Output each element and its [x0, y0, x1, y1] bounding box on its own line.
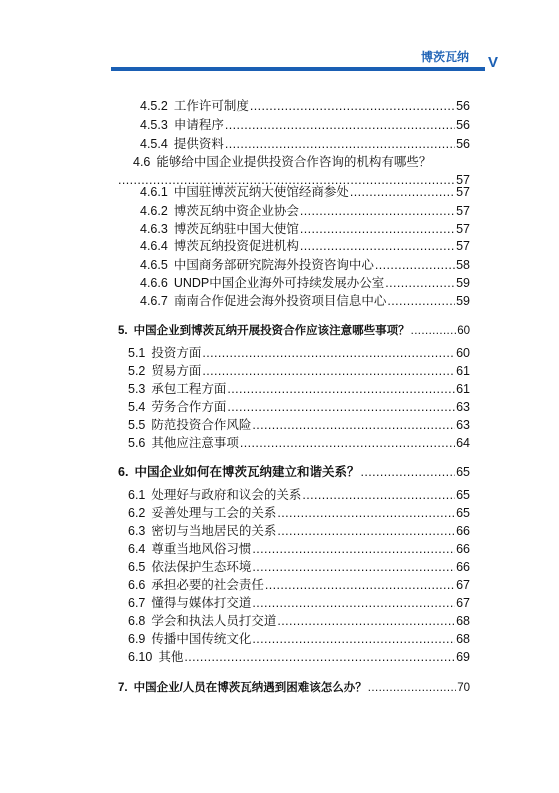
toc-title: 尊重当地风俗习惯: [151, 542, 252, 556]
toc-leader: [225, 137, 455, 152]
toc-entry-6-2[interactable]: [128, 506, 470, 521]
toc-page: 65: [456, 488, 470, 502]
toc-number: 5.3: [128, 382, 146, 396]
toc-entry-4-6-1[interactable]: [140, 185, 470, 200]
toc-page: 65: [456, 506, 470, 520]
toc-page: 68: [456, 632, 470, 646]
toc-leader: [227, 382, 455, 397]
toc-page: 69: [456, 650, 470, 664]
toc-leader: [360, 465, 455, 480]
toc-number: 7.: [118, 682, 128, 694]
toc-page: 57: [456, 204, 470, 218]
toc-entry-4-6-3[interactable]: [140, 222, 470, 237]
toc-entry-4-6[interactable]: [133, 155, 473, 170]
toc-number: 4.6: [133, 155, 151, 169]
toc-page: 63: [456, 400, 470, 414]
toc-entry-4-6-6[interactable]: [140, 276, 470, 291]
toc-entry-6-7[interactable]: [128, 596, 470, 611]
toc-number: 4.5.2: [140, 99, 168, 113]
toc-page: 65: [456, 465, 470, 479]
toc-chapter-6[interactable]: [118, 465, 470, 480]
toc-page: 66: [456, 542, 470, 556]
toc-page: 57: [456, 222, 470, 236]
toc-title: 中国企业/人员在博茨瓦纳遇到困难该怎么办？: [133, 682, 367, 694]
toc-entry-5-3[interactable]: [128, 382, 470, 397]
toc-page: 67: [456, 578, 470, 592]
toc-entry-6-6[interactable]: [128, 578, 470, 593]
toc-chapter-7[interactable]: [118, 681, 470, 696]
toc-leader: [302, 488, 455, 503]
toc-leader: [250, 99, 455, 114]
toc-title: UNDP中国企业海外可持续发展办公室: [173, 276, 385, 290]
toc-leader: [277, 506, 455, 521]
toc-title: 提供资料: [173, 137, 224, 151]
toc-page: 56: [456, 118, 470, 132]
toc-title: 博茨瓦纳投资促进机构: [173, 239, 299, 253]
toc-entry-5-5[interactable]: [128, 418, 470, 433]
toc-page: 63: [456, 418, 470, 432]
toc-page: 67: [456, 596, 470, 610]
toc-entry-6-4[interactable]: [128, 542, 470, 557]
toc-leader: [300, 222, 455, 237]
toc-title: 承包工程方面: [151, 382, 227, 396]
toc-title: 申请程序: [173, 118, 224, 132]
toc-number: 6.1: [128, 488, 146, 502]
toc-entry-4-5-2[interactable]: [140, 99, 470, 114]
toc-number: 6.3: [128, 524, 146, 538]
toc-entry-4-5-4[interactable]: [140, 137, 470, 152]
toc-number: 4.6.4: [140, 239, 168, 253]
toc-page: 66: [456, 560, 470, 574]
toc-entry-5-4[interactable]: [128, 400, 470, 415]
toc-title: 劳务合作方面: [151, 400, 227, 414]
toc-number: 4.5.3: [140, 118, 168, 132]
toc-entry-6-5[interactable]: [128, 560, 470, 575]
toc-entry-6-10[interactable]: [128, 650, 470, 665]
toc-leader: [375, 258, 455, 273]
toc-page: 59: [456, 276, 470, 290]
toc-number: 6.: [118, 465, 129, 479]
toc-leader: [300, 204, 455, 219]
toc-leader: [252, 596, 455, 611]
toc-leader: [300, 239, 455, 254]
toc-page: 57: [456, 173, 470, 187]
toc-entry-6-8[interactable]: [128, 614, 470, 629]
toc-leader: [277, 614, 455, 629]
toc-leader: [411, 324, 457, 339]
toc-leader: [252, 418, 455, 433]
toc-chapter-5[interactable]: [118, 324, 470, 339]
toc-leader: [387, 294, 455, 309]
toc-number: 4.6.6: [140, 276, 168, 290]
toc-page: 60: [457, 325, 470, 337]
toc-page: 61: [456, 382, 470, 396]
toc-leader: [202, 364, 455, 379]
toc-leader: [240, 436, 455, 451]
toc-number: 4.6.2: [140, 204, 168, 218]
toc-title: 投资方面: [151, 346, 202, 360]
toc-entry-4-5-3[interactable]: [140, 118, 470, 133]
toc-leader: [350, 185, 455, 200]
toc-page: 56: [456, 99, 470, 113]
toc-page: 57: [456, 185, 470, 199]
toc-title: 博茨瓦纳驻中国大使馆: [173, 222, 299, 236]
toc-title: 工作许可制度: [173, 99, 249, 113]
toc-leader: [368, 681, 456, 696]
toc-page: 60: [456, 346, 470, 360]
toc-number: 6.5: [128, 560, 146, 574]
header-title: 博茨瓦纳: [421, 50, 470, 64]
toc-number: 5.2: [128, 364, 146, 378]
toc-title: 懂得与媒体打交道: [151, 596, 252, 610]
toc-number: 6.7: [128, 596, 146, 610]
toc-leader: [184, 650, 455, 665]
toc-page: 57: [456, 239, 470, 253]
toc-entry-5-6[interactable]: [128, 436, 470, 451]
toc-number: 5.6: [128, 436, 146, 450]
toc-title: 能够给中国企业提供投资合作咨询的机构有哪些？: [156, 155, 432, 169]
toc-number: 6.8: [128, 614, 146, 628]
toc-entry-5-1[interactable]: [128, 346, 470, 361]
toc-number: 4.6.3: [140, 222, 168, 236]
toc-title: 防范投资合作风险: [151, 418, 252, 432]
toc-number: 6.10: [128, 650, 153, 664]
toc-leader: [252, 542, 455, 557]
toc-title: 传播中国传统文化: [151, 632, 252, 646]
toc-entry-5-2[interactable]: [128, 364, 470, 379]
toc-title: 博茨瓦纳中资企业协会: [173, 204, 299, 218]
toc-leader: [252, 560, 455, 575]
toc-title: 中国商务部研究院海外投资咨询中心: [173, 258, 374, 272]
toc-entry-6-3[interactable]: [128, 524, 470, 539]
toc-entry-4-6-7[interactable]: [140, 294, 470, 309]
toc-leader: [225, 118, 455, 133]
toc-title: 学会和执法人员打交道: [151, 614, 277, 628]
toc-page: 59: [456, 294, 470, 308]
header-rule: [111, 67, 485, 71]
toc-page: 70: [457, 682, 470, 694]
toc-entry-6-9[interactable]: [128, 632, 470, 647]
toc-number: 4.6.1: [140, 185, 168, 199]
toc-page: 61: [456, 364, 470, 378]
page-number: V: [488, 54, 499, 71]
toc-leader: [277, 524, 455, 539]
toc-number: 6.2: [128, 506, 146, 520]
toc-number: 6.9: [128, 632, 146, 646]
toc-page: 56: [456, 137, 470, 151]
toc-leader: [252, 632, 455, 647]
toc-number: 5.5: [128, 418, 146, 432]
toc-title: 依法保护生态环境: [151, 560, 252, 574]
toc-leader: [265, 578, 455, 593]
toc-number: 4.5.4: [140, 137, 168, 151]
toc-number: 5.1: [128, 346, 146, 360]
toc-leader: [202, 346, 455, 361]
toc-title: 其他应注意事项: [151, 436, 239, 450]
toc-entry-6-1[interactable]: [128, 488, 470, 503]
toc-title: 贸易方面: [151, 364, 202, 378]
toc-page: 68: [456, 614, 470, 628]
toc-title: 中国企业到博茨瓦纳开展投资合作应该注意哪些事项？: [133, 325, 410, 337]
toc-title: 密切与当地居民的关系: [151, 524, 277, 538]
toc-title: 中国企业如何在博茨瓦纳建立和谐关系？: [134, 465, 360, 479]
toc-title: 承担必要的社会责任: [151, 578, 264, 592]
toc-title: 妥善处理与工会的关系: [151, 506, 277, 520]
toc-page: 58: [456, 258, 470, 272]
toc-number: 6.6: [128, 578, 146, 592]
toc-title: 其他: [158, 650, 184, 664]
toc-number: 4.6.5: [140, 258, 168, 272]
toc-entry-4-6-2[interactable]: [140, 204, 470, 219]
toc-page: 66: [456, 524, 470, 538]
toc-number: 5.: [118, 325, 128, 337]
toc-title: 处理好与政府和议会的关系: [151, 488, 302, 502]
toc-entry-4-6-4[interactable]: [140, 239, 470, 254]
toc-leader: [227, 400, 455, 415]
toc-number: 5.4: [128, 400, 146, 414]
toc-title: 中国驻博茨瓦纳大使馆经商参处: [173, 185, 349, 199]
toc-number: 4.6.7: [140, 294, 168, 308]
toc-title: 南南合作促进会海外投资项目信息中心: [173, 294, 387, 308]
toc-entry-4-6-5[interactable]: [140, 258, 470, 273]
toc-number: 6.4: [128, 542, 146, 556]
toc-page: 64: [456, 436, 470, 450]
toc-leader: [385, 276, 455, 291]
